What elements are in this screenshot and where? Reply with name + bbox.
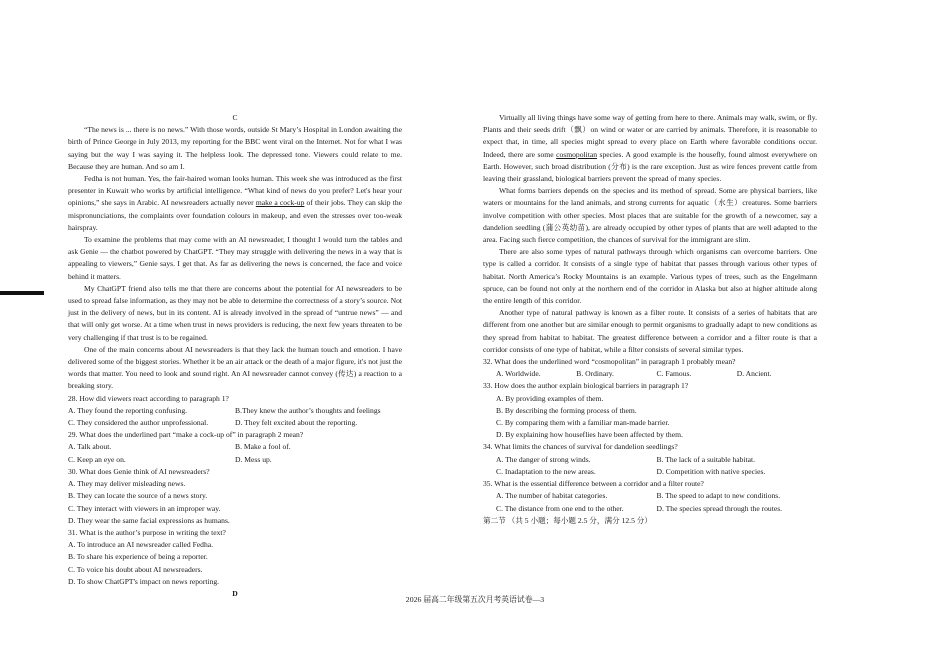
options-row xyxy=(68,417,402,429)
option-b: B. The speed to adapt to new conditions. xyxy=(656,491,781,501)
underlined-word: cosmopolitan xyxy=(556,149,598,159)
option-b: B. The lack of a suitable habitat. xyxy=(656,454,756,464)
options-row xyxy=(483,466,817,478)
option-a: A. Talk about. xyxy=(68,442,112,452)
question-31: 31. What is the author’s purpose in writing the text? xyxy=(68,527,226,537)
option-b: B. To share his experience of being a reporter. xyxy=(68,552,208,562)
left-column xyxy=(68,112,402,600)
passage-d-paragraph-3: There are also some types of natural pathways through which organisms can overcome barriers. One type is called a corridor. It consists of a single type of habitat that passes through various other types of habitat. North America’s Rocky Mountains is an example. Various types of trees, such as the Engelmann spruce, can be found not only at the northern end of the corridor in Alaska but also at higher altitude along the entire length of this corridor. xyxy=(483,247,817,306)
option-d: D. Competition with native species. xyxy=(656,466,766,476)
side-margin-mark xyxy=(0,291,44,295)
option-b: B. By describing the forming process of them. xyxy=(496,405,637,415)
option-a: A. They found the reporting confusing. xyxy=(68,405,188,415)
right-column xyxy=(483,112,817,527)
passage-c-paragraph-1: “The news is ... there is no news.” With those words, outside St Mary’s Hospital in London awaiting the birth of Prince George in July 2013, my reporting for the BBC went viral on the Internet. Not for what I was saying but the way I was saying it. The helpless look. The depressed tone. Viewers could relate to me. Because they are human. And so am I. xyxy=(68,125,402,171)
question-32: 32. What does the underlined word “cosmopolitan” in paragraph 1 probably mean? xyxy=(483,357,736,367)
option-c: C. Inadaptation to the new areas. xyxy=(496,466,596,476)
question-35: 35. What is the essential difference between a corridor and a filter route? xyxy=(483,479,704,489)
question-28: 28. How did viewers react according to paragraph 1? xyxy=(68,393,229,403)
option-a: A. By providing examples of them. xyxy=(496,393,604,403)
option-b: B. Make a fool of. xyxy=(235,442,291,452)
option-d: D. The species spread through the routes. xyxy=(656,503,783,513)
option-c: C. To voice his doubt about AI newsreaders. xyxy=(68,564,203,574)
passage-c-paragraph-4: My ChatGPT friend also tells me that there are concerns about the potential for AI newsreaders to be used to spread false information, as they may not be able to determine the correctness of a story’s source. Not just in the delivery of news, but in its content. AI is already involved in the spread of “untrue news” — and that will only get worse. At a time when trust in news providers is reducing, the next few years threaten to be very challenging if that trust is to be regained. xyxy=(68,283,402,342)
options-row xyxy=(483,503,817,515)
option-d: D. To show ChatGPT's impact on news reporting. xyxy=(68,576,220,586)
options-row xyxy=(483,490,817,502)
option-a: A. They may deliver misleading news. xyxy=(68,479,186,489)
option-b: B. Ordinary. xyxy=(576,369,614,379)
options-row xyxy=(483,454,817,466)
question-34: 34. What limits the chances of survival for dandelion seedlings? xyxy=(483,442,678,452)
paragraph-text: Virtually all living things have some way of getting from here to there. Animals may walk, swim, or fly. Plants and their seeds drift（飘）on wind or water or are carried by animals. Therefore, it is reasonable to expect that, in time, all species might spread to every place on Earth where favorable conditions occur. Indeed, there are some xyxy=(483,113,817,159)
option-a: A. To introduce an AI newsreader called Fedha. xyxy=(68,540,214,550)
passage-c-paragraph-3: To examine the problems that may come with an AI newsreader, I thought I would turn the tables and ask Genie — the chatbot powered by ChatGPT. “They may struggle with delivering the news in a way that is appealing to viewers,” Genie says. I get that. As far as delivering the news is concerned, the face and voice behind it matters. xyxy=(68,235,402,281)
option-c: C. By comparing them with a familiar man-made barrier. xyxy=(496,418,670,428)
paragraph-text: of their jobs. They can skip the mispronunciations, the complaints over foundation colours in makeup, and even the stresses over too-weak hairspray. xyxy=(68,198,402,232)
passage-d-paragraph-4: Another type of natural pathway is known as a filter route. It consists of a series of habitats that are different from one another but are similar enough to permit organisms to gradually adapt to new conditions as they spread from habitat to habitat. The greatest difference between a corridor and a filter route is that a corridor consists of one type of habitat, while a filter consists of several similar types. xyxy=(483,308,817,354)
option-a: A. The number of habitat categories. xyxy=(496,491,608,501)
question-29: 29. What does the underlined part “make a cock-up of” in paragraph 2 mean? xyxy=(68,430,304,440)
options-row xyxy=(68,441,402,453)
option-d: D. Ancient. xyxy=(736,369,772,379)
passage-c-paragraph-5: One of the main concerns about AI newsreaders is that they lack the human touch and emotion. I have delivered some of the biggest stories. Whether it be an air attack or the death of a major figure, it's not just the words that matter. You need to look and sound right. An AI newsreader cannot convey (传达) a reaction to a breaking story. xyxy=(68,344,402,391)
option-d: D. They felt excited about the reporting. xyxy=(235,418,358,428)
paragraph-text: species. A good example is the housefly, found almost everywhere on Earth. However, such broad distribution (分布) is the rare exception. Just as wire fences prevent cattle from leaving their grassland, biological barriers prevent the spread of many species. xyxy=(483,149,817,184)
underlined-phrase: make a cock-up xyxy=(255,198,305,208)
passage-d-paragraph-1 xyxy=(483,112,817,185)
option-b: B. They can locate the source of a news story. xyxy=(68,491,208,501)
option-d: D. By explaining how houseflies have been affected by them. xyxy=(496,430,683,440)
option-c: C. Keep an eye on. xyxy=(68,454,126,464)
passage-c-paragraph-2 xyxy=(68,173,402,234)
option-c: C. The distance from one end to the other. xyxy=(496,503,624,513)
question-33: 33. How does the author explain biological barriers in paragraph 1? xyxy=(483,381,689,391)
section-d-heading: D xyxy=(232,588,238,598)
option-a: A. The danger of strong winds. xyxy=(496,454,591,464)
option-d: D. Mess up. xyxy=(235,454,272,464)
question-30: 30. What does Genie think of AI newsreaders? xyxy=(68,466,210,476)
option-b: B.They knew the author’s thoughts and feelings xyxy=(235,405,381,415)
options-row xyxy=(68,454,402,466)
option-d: D. They wear the same facial expressions as humans. xyxy=(68,515,230,525)
option-c: C. They considered the author unprofessional. xyxy=(68,418,209,428)
passage-d-paragraph-2: What forms barriers depends on the species and its method of spread. Some are physical barriers, like waters or mountains for the land animals, and strong currents for aquatic（水生）creatures. Some barriers involve competition with other species. Most places that are suitable for the growth of a newcomer, say a dandelion seedling (蒲公英幼苗), are already occupied by other types of plants that are well adapted to the area. Facing such fierce competition, the chances of survival for the immigrant are slim. xyxy=(483,186,817,245)
paragraph-text: Fedha is not human. Yes, the fair-haired woman looks human. This week she was introduced as the first presenter in Kuwait who works by artificial intelligence. “What kind of news do you prefer? Let's hear your opinions,” she says in Arabic. AI newsreaders actually never xyxy=(68,174,402,208)
section-2-heading: 第二节 （共 5 小题；每小题 2.5 分，满分 12.5 分） xyxy=(483,515,652,525)
option-c: C. They interact with viewers in an improper way. xyxy=(68,503,221,513)
option-c: C. Famous. xyxy=(656,369,692,379)
page-footer: 2026 届高二年级第五次月考英语试卷—3 xyxy=(405,595,545,604)
options-row xyxy=(483,368,817,380)
section-c-heading: C xyxy=(232,113,238,122)
option-a: A. Worldwide. xyxy=(496,369,541,379)
options-row xyxy=(68,405,402,417)
